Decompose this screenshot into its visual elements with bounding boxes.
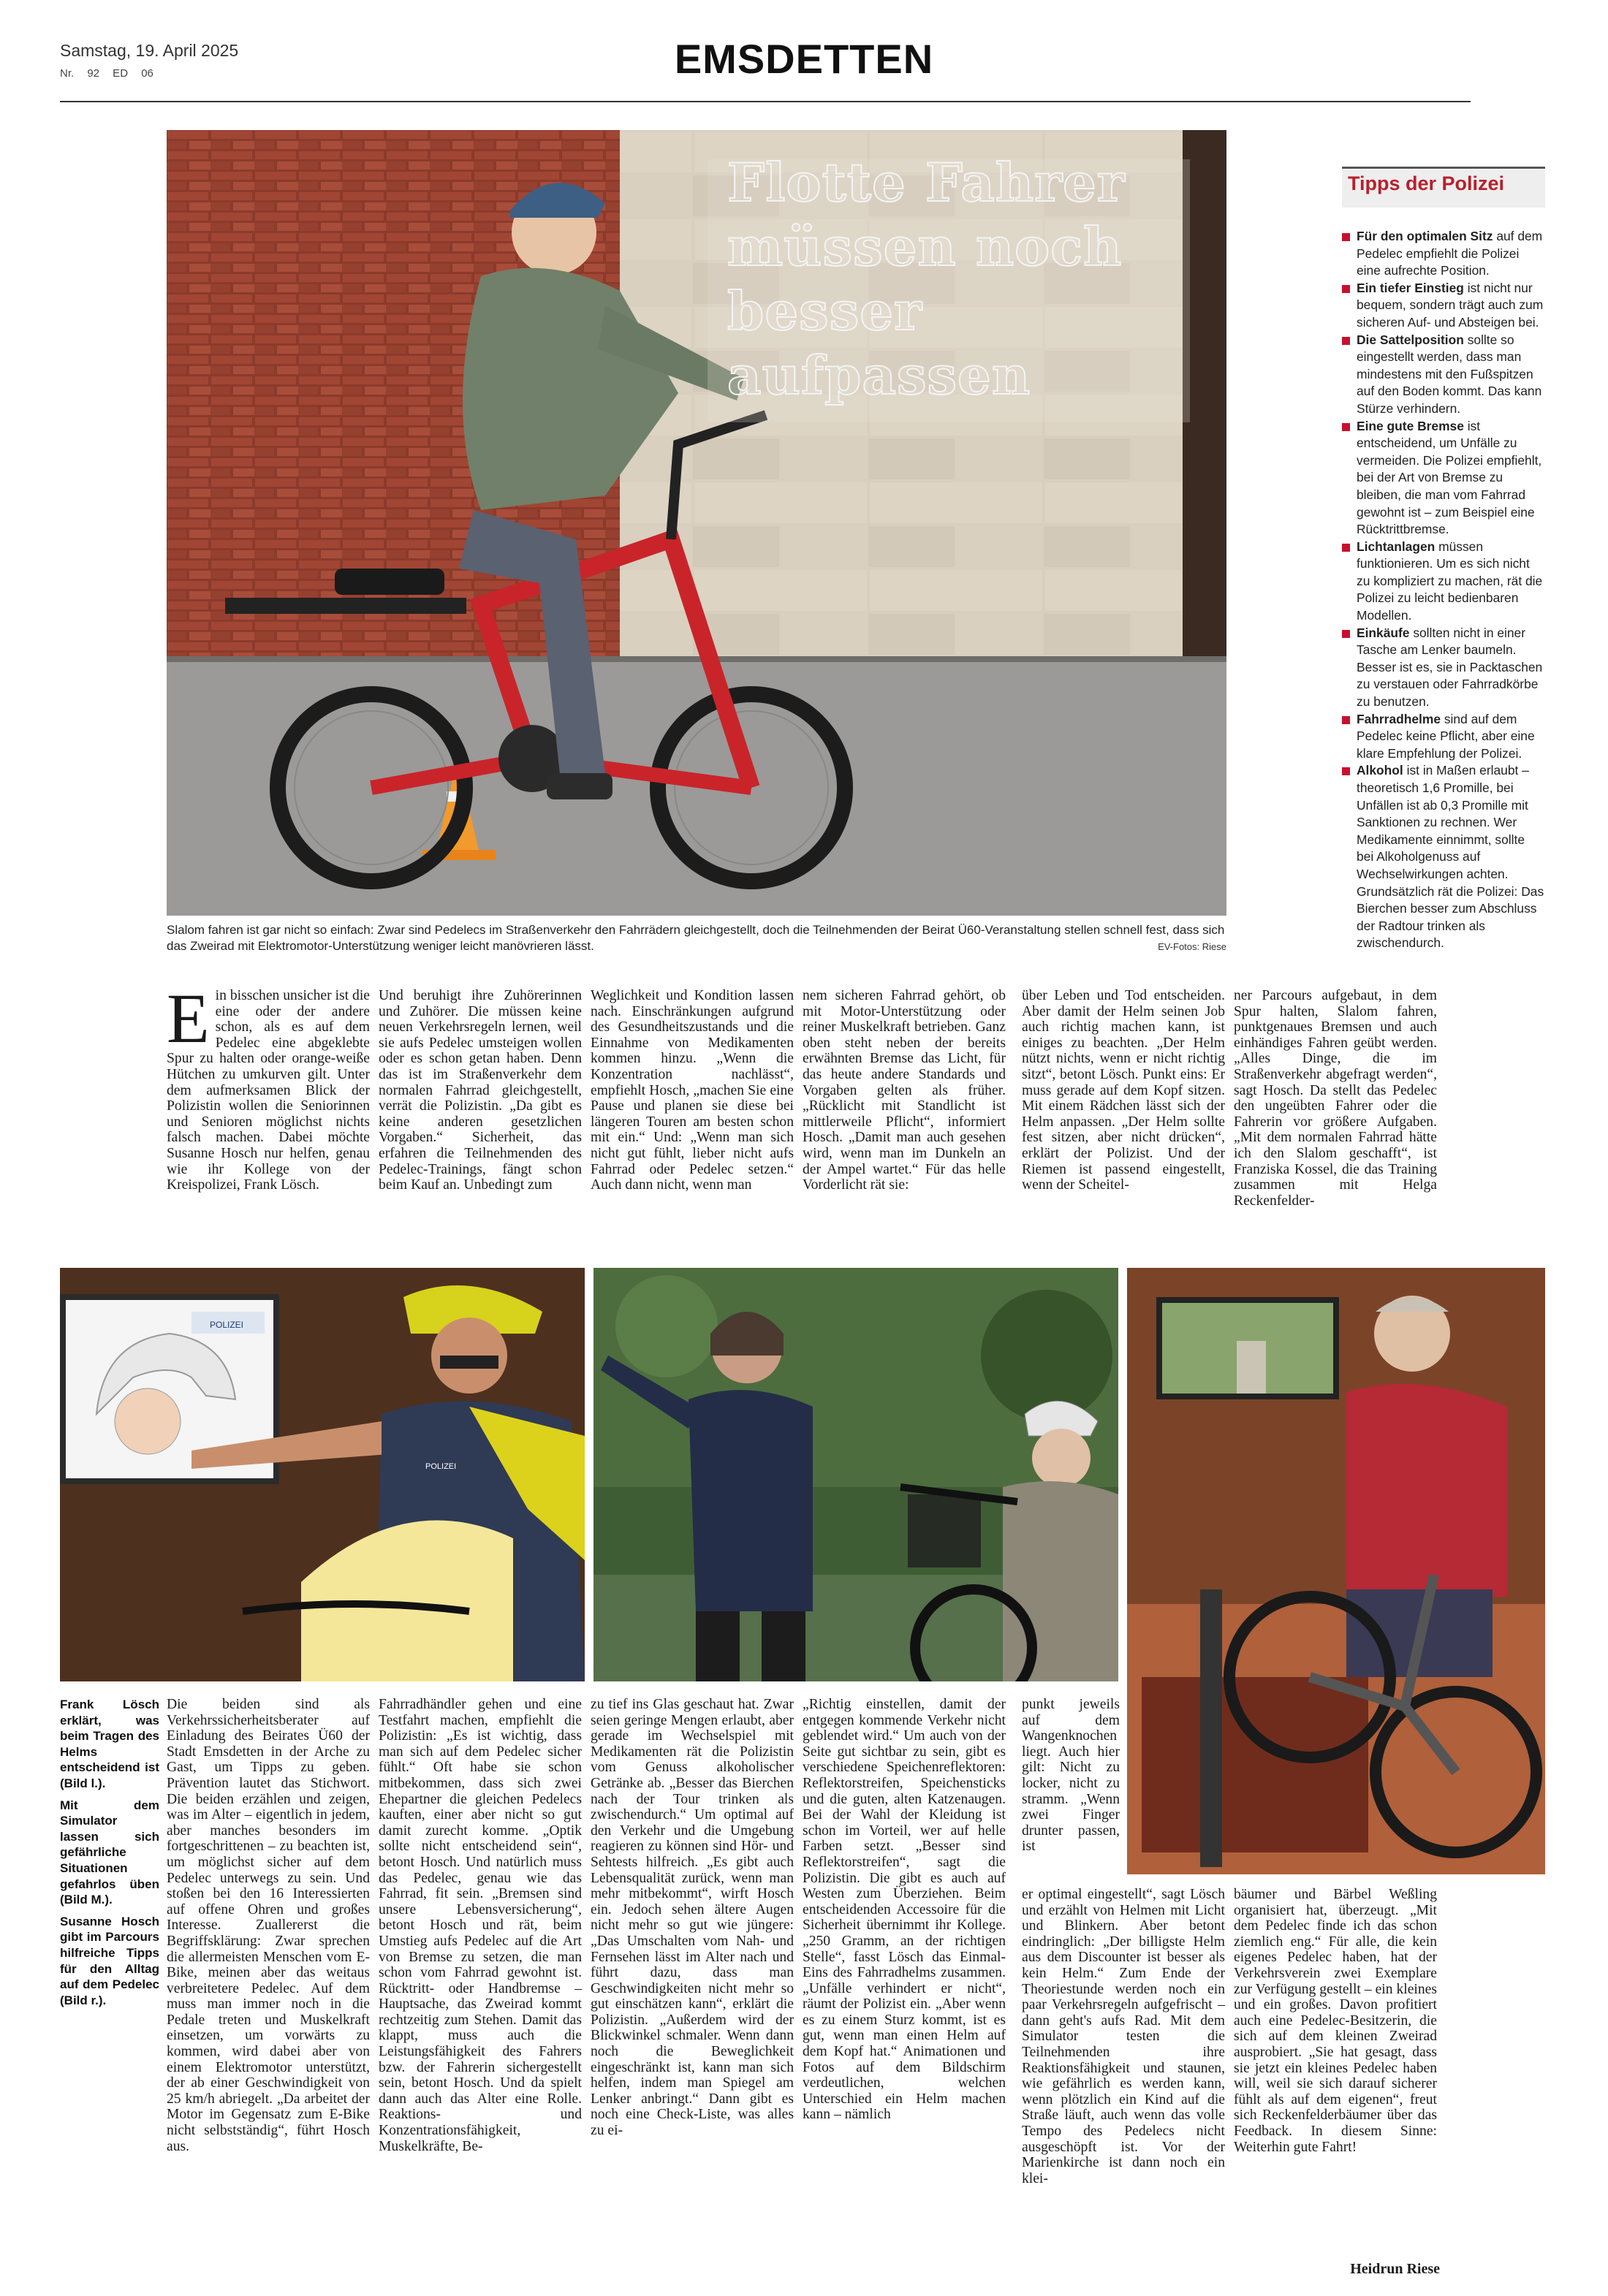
article-top-col-3: Weglichkeit und Kondition lassen nach. Einschränkungen aufgrund des Gesundheitszustands und die Einnahme von Medikamenten kommen hinzu. „Wenn die Konzentration nachlässt“, empfiehlt Hosch, „machen Sie eine Pause und planen sie diese bei längeren Touren am besten schon mit ein.“ Und: „Wenn man sich nicht gut fühlt, lieber nicht aufs Fahrrad oder Pedelec setzen.“ Auch dann nicht, wenn man <box>591 988 794 1193</box>
tip-lead: Einkäufe <box>1357 625 1410 640</box>
tip-lead: Alkohol <box>1357 763 1403 778</box>
tips-box-rule <box>1342 167 1545 169</box>
article-bottom-col-2: Fahrradhändler gehen und eine Testfahrt machen, empfiehlt die Polizistin: „Es ist wichtig, dass man sich auf dem Pedelec sicher fühlt.“ Oft habe sie schon mitbekommen, dass sich zwei Ehepartner die gleichen Pedelecs kauften, einer aber nicht so gut damit zurecht komme. „Optik sollte nicht entscheidend sein“, betont Hosch. Und natürlich muss das Pedelec, genau wie das Fahrrad, fit sein. „Bremsen sind unsere Lebensversicherung“, betont Hosch und rät, beim Umstieg aufs Pedelec auf die Art von Bremse zu setzen, die man schon vom Fahrrad gewohnt ist. Rücktritt- oder Handbremse – Hauptsache, das Zweirad kommt rechtzeitig zum Stehen. Damit das klappt, muss auch die Leistungsfähigkeit des Fahrers bzw. der Fahrerin sichergestellt sein, betont Hosch. Und da spielt dann auch das Alter eine Rolle. Reaktions- und Konzentrationsfähigkeit, Muskelkräfte, Be- <box>379 1697 582 2154</box>
article-top-col-2: Und beruhigt ihre Zuhörerinnen und Zuhörer. Die müssen keine neuen Verkehrsregeln lernen, weil sie aufs Pedelec umsteigen wollen oder es schon getan haben. Denn das ist im Straßenverkehr dem normalen Fahrrad gleichgestellt, verrät die Polizistin. „Da gibt es keine anderen gesetzlichen Vorgaben.“ Sicherheit, das erfahren die Teilnehmenden des Pedelec-Trainings, fängt schon beim Kauf an. Unbedingt zum <box>379 988 582 1193</box>
tip-text: ist entscheidend, um Unfälle zu vermeiden. Die Polizei empfiehlt, bei der Art von Bremse zu bleiben, die man vom Fahrrad gewohnt ist – zum Beispiel eine Rücktrittbremse. <box>1357 418 1542 537</box>
tip-item <box>1342 711 1545 763</box>
tip-text: ist nicht nur bequem, sondern trägt auch zum sicheren Auf- und Absteigen bei. <box>1357 280 1544 330</box>
article-bottom-col-5-lower: er optimal eingestellt“, sagt Lösch und erzählt von Helmen mit Licht und Blinkern. Aber betont eindringlich: „Der billigste Helm aus dem Discounter ist besser als kein Helm.“ Zum Ende der Theoriestunde werden noch ein paar Verkehrsregeln aufgefrischt – dann geht's aufs Rad. Mit dem Simulator testen die Teilnehmenden ihre Reaktionsfähigkeit und staunen, wie gefährlich es werden kann, wenn plötzlich ein Kind auf die Straße läuft, auch wenn das volle Tempo des Pedelecs nicht ausgeschöpft ist. Vor der Marienkirche ist dann noch ein klei- <box>1022 1887 1225 2186</box>
tip-text: sollte so eingestellt werden, dass man mindestens mit den Fußspitzen auf den Boden kommt. Das kann Stürze verhindern. <box>1357 332 1542 416</box>
article-bottom-col-4: „Richtig einstellen, damit der entgegen kommende Verkehr nicht geblendet wird.“ Um auch von der Seite gut sichtbar zu sein, gibt es verschiedene Speichenreflektoren: Reflektorstreifen, Speichensticks und die guten, alten Katzenaugen. Bei der Wahl der Kleidung ist schon im Vorteil, wer auf helle Farben setzt. „Besser sind Reflektorstreifen“, sagt die Polizistin. Die gibt es auch auf Westen zum Überziehen. Beim entscheidenden Accessoire für die Sicherheit übernimmt ihr Kollege. „250 Gramm, an der richtigen Stelle“, fasst Lösch das Einmal-Eins des Fahrradhelms zusammen. „Unfälle verhindert er nicht“, räumt der Polizist ein. „Aber wenn es zu einem Sturz kommt, ist es gut, wenn man einen Helm auf dem Kopf hat.“ Animationen und Fotos auf dem Bildschirm verdeutlichen, welchen Unterschied ein Helm machen kann – nämlich <box>803 1697 1006 2123</box>
article-top-col-1 <box>167 979 370 1193</box>
tips-title: Tipps der Polizei <box>1342 170 1545 208</box>
tip-item <box>1342 280 1545 332</box>
headline-line: müssen noch <box>727 216 1123 278</box>
article-bottom-col-3: zu tief ins Glas geschaut hat. Zwar seien geringe Mengen erlaubt, aber gerade im Wechselspiel mit Medikamenten rät die Polizistin vom Genuss alkoholischer Getränke ab. „Besser das Bierchen nach der Tour trinken als zwischendurch.“ Um optimal auf den Verkehr und die Umgebung reagieren zu können sind Hör- und Sehtests hilfreich. „Es gibt auch Lebensqualität zurück, wenn man mehr mitbekommt“, wirft Hosch ein. Jedoch sehen ältere Augen nicht mehr so gut wie jüngere: „Das Umschalten vom Nah- und Fernsehen lässt im Alter nach und führt dazu, dass man Geschwindigkeiten nicht mehr so gut einschätzen kann“, erklärt die Polizistin. „Außerdem wird der Blickwinkel schmaler. Wenn dann noch die Beweglichkeit eingeschränkt ist, kann man sich helfen, indem man Spiegel am Lenker anbringt.“ Dann gibt es noch eine Check-Liste, was alles zu ei- <box>591 1697 794 2139</box>
tip-item <box>1342 332 1545 418</box>
issue-date: Samstag, 19. April 2025 <box>60 41 239 60</box>
photo-parcours <box>593 1268 1118 1681</box>
caption-paragraph: Frank Lösch erklärt, was beim Tragen des Helms entscheidend ist (Bild l.). <box>60 1698 159 1790</box>
article-top-col-5: über Leben und Tod entscheiden. Aber damit der Helm seinen Job auch richtig machen kann, ist einiges zu beachten. „Der Helm nützt nichts, wenn er nicht richtig sitzt“, betont Lösch. Punkt eins: Er muss gerade auf dem Kopf sitzen. Mit einem Rädchen lässt sich der Helm anpassen. „Der Helm sollte fest sitzen, aber nicht drücken“, erklärt der Polizist. Und der Riemen ist passend eingestellt, wenn der Scheitel- <box>1022 988 1225 1193</box>
tip-lead: Fahrradhelme <box>1357 711 1441 726</box>
article-bottom-col-1: Die beiden sind als Verkehrssicherheitsberater auf Einladung des Beirates Ü60 der Stadt Emsdetten in der Arche zu Gast, um Tipps zu geben. Prävention lautet das Stichwort. Die beiden erzählen und zeigen, was im Alter – eigentlich in jedem, aber manches besonders im fortgeschrittenen – zu beachten ist, um möglichst sicher auf dem Pedelec unterwegs zu sein. Und stoßen bei den 16 Interessierten auf offene Ohren und großes Interesse. Zuallererst die Begriffsklärung: Zwar sprechen die allermeisten Menschen vom E-Bike, meinen aber das weitaus verbreitetere Pedelec. Auf dem muss man immer noch in die Pedale treten und Muskelkraft einsetzen, um vorwärts zu kommen, wird dabei aber von einem Elektromotor unterstützt, der ab einer Geschwindigkeit von 25 km/h abriegelt. „Da arbeitet der Motor im Gegensatz zum E-Bike nicht selbstständig“, führt Hosch aus. <box>167 1697 370 2154</box>
author-byline: Heidrun Riese <box>1350 2261 1440 2277</box>
tip-item <box>1342 539 1545 625</box>
tip-text: müssen funktionieren. Um es sich nicht zu kompliziert zu machen, rät die Polizei zu leicht bedienbaren Modellen. <box>1357 539 1543 623</box>
photo-helmet-demo <box>60 1268 585 1681</box>
tip-lead: Für den optimalen Sitz <box>1357 229 1493 243</box>
tip-lead: Ein tiefer Einstieg <box>1357 280 1464 295</box>
bottom-photo-caption <box>60 1697 159 2008</box>
poster-label: POLIZEI <box>210 1320 244 1330</box>
tip-text: auf dem Pedelec empfiehlt die Polizei eine aufrechte Position. <box>1357 229 1543 278</box>
main-photo-caption: Slalom fahren ist gar nicht so einfach: Zwar sind Pedelecs im Straßenverkehr den Fahrrädern gleichgestellt, doch die Teilnehmenden der Beirat Ü60-Veranstaltung stellen schnell fest, dass sich das Zweirad mit Elektromotor-Unterstützung weniger leicht manövrieren lässt. <box>167 923 1225 953</box>
issue-meta: Nr. 92 ED 06 <box>60 67 153 80</box>
tip-item <box>1342 762 1545 952</box>
tip-text: sind auf dem Pedelec keine Pflicht, aber eine klare Empfehlung der Polizei. <box>1357 711 1535 761</box>
headline-line: besser aufpassen <box>727 280 1031 406</box>
article-top-col-6: ner Parcours aufgebaut, in dem Spur halten, Slalom fahren, punktgenaues Bremsen und auch einhändiges Fahren geübt werden. „Alles Dinge, die im Straßenverkehr abgefragt werden“, sagt Hosch. Da stellt das Pedelec den ungeübten Fahrer oder die Fahrerin vor größere Aufgaben. „Mit dem normalen Fahrrad hätte ich den Slalom geschafft“, ist Franziska Kossel, die das Training zusammen mit Helga Reckenfelder- <box>1234 988 1437 1209</box>
photo-credit: EV-Fotos: Riese <box>1158 941 1226 952</box>
article-text: in bisschen unsicher ist die eine oder der andere schon, als es auf dem Pedelec eine abgeklebte Spur zu halten oder orange-weiße Hütchen zu umkurven gilt. Unter dem aufmerksamen Blick der Polizistin wollen die Seniorinnen und Senioren möglichst nichts falsch machen. Dabei möchte Susanne Hosch nur helfen, genau wie ihr Kollege von der Kreispolizei, Frank Lösch. <box>167 988 370 1193</box>
section-title: EMSDETTEN <box>674 36 934 82</box>
header-rule <box>60 101 1471 102</box>
tip-item <box>1342 418 1545 539</box>
tips-list <box>1342 228 1545 952</box>
tip-item <box>1342 228 1545 280</box>
tip-lead: Lichtanlagen <box>1357 539 1436 554</box>
tip-lead: Die Sattelposition <box>1357 332 1464 347</box>
headline-line: Flotte Fahrer <box>727 151 1126 213</box>
tip-text: sollten nicht in einer Tasche am Lenker baumeln. Besser ist es, sie in Packtaschen zu verstauen oder Fahrradkörbe zu benutzen. <box>1357 625 1543 710</box>
photo-simulator <box>1127 1268 1545 1874</box>
tip-item <box>1342 625 1545 711</box>
tip-lead: Eine gute Bremse <box>1357 418 1464 433</box>
caption-paragraph: Susanne Hosch gibt im Parcours hilfreiche Tipps für den Alltag auf dem Pedelec (Bild r.). <box>60 1914 159 2007</box>
tip-text: ist in Maßen erlaubt – theoretisch 1,6 Promille, bei Unfällen ist ab 0,3 Promille mit Sanktionen zu rechnen. Wer Medikamente einnimmt, sollte bei Alkoholgenuss auf Wechselwirkungen achten. Grundsätzlich rät die Polizei: Das Bierchen besser zum Abschluss der Radtour trinken als zwischendurch. <box>1357 763 1544 951</box>
article-top-col-4: nem sicheren Fahrrad gehört, ob mit Motor-Unterstützung oder reiner Muskelkraft betrieben. Ganz oben steht neben der bereits erwähnten Bremse das Licht, für das heute andere Standards und Vorgaben gelten als früher. „Rücklicht mit Standlicht ist mittlerweile Pflicht“, informiert Hosch. „Damit man auch gesehen wird, wenn man im Dunkeln an der Ampel wartet.“ Für das helle Vorderlicht rät sie: <box>803 988 1006 1193</box>
jacket-label: POLIZEI <box>425 1462 457 1471</box>
drop-cap: E <box>167 979 210 1057</box>
article-bottom-col-6: bäumer und Bärbel Weßling organisiert hat, überzeugt. „Mit dem Pedelec finde ich das schon ziemlich eng.“ Für alle, die kein eigenes Pedelec haben, hat der Verkehrsverein zwei Exemplare zur Verfügung gestellt – ein kleines und ein großes. Davon profitiert auch eine Pedelec-Besitzerin, die sich auf dem kleinen Zweirad ausprobiert. „Sie hat gesagt, dass sie jetzt ein kleines Pedelec haben will, weil sie sich darauf sicherer fühlt als auf dem eigenen“, freut sich Reckenfelderbäumer über das Feedback. In diesem Sinne: Weiterhin gute Fahrt! <box>1234 1887 1437 2155</box>
caption-paragraph: Mit dem Simulator lassen sich gefährliche Situationen gefahrlos üben (Bild M.). <box>60 1798 159 1907</box>
headline <box>727 151 1239 408</box>
article-bottom-col-5-upper: punkt jeweils auf dem Wangenknochen liegt. Auch hier gilt: Nicht zu locker, nicht zu stramm. „Wenn zwei Finger drunter passen, ist <box>1022 1697 1120 1855</box>
